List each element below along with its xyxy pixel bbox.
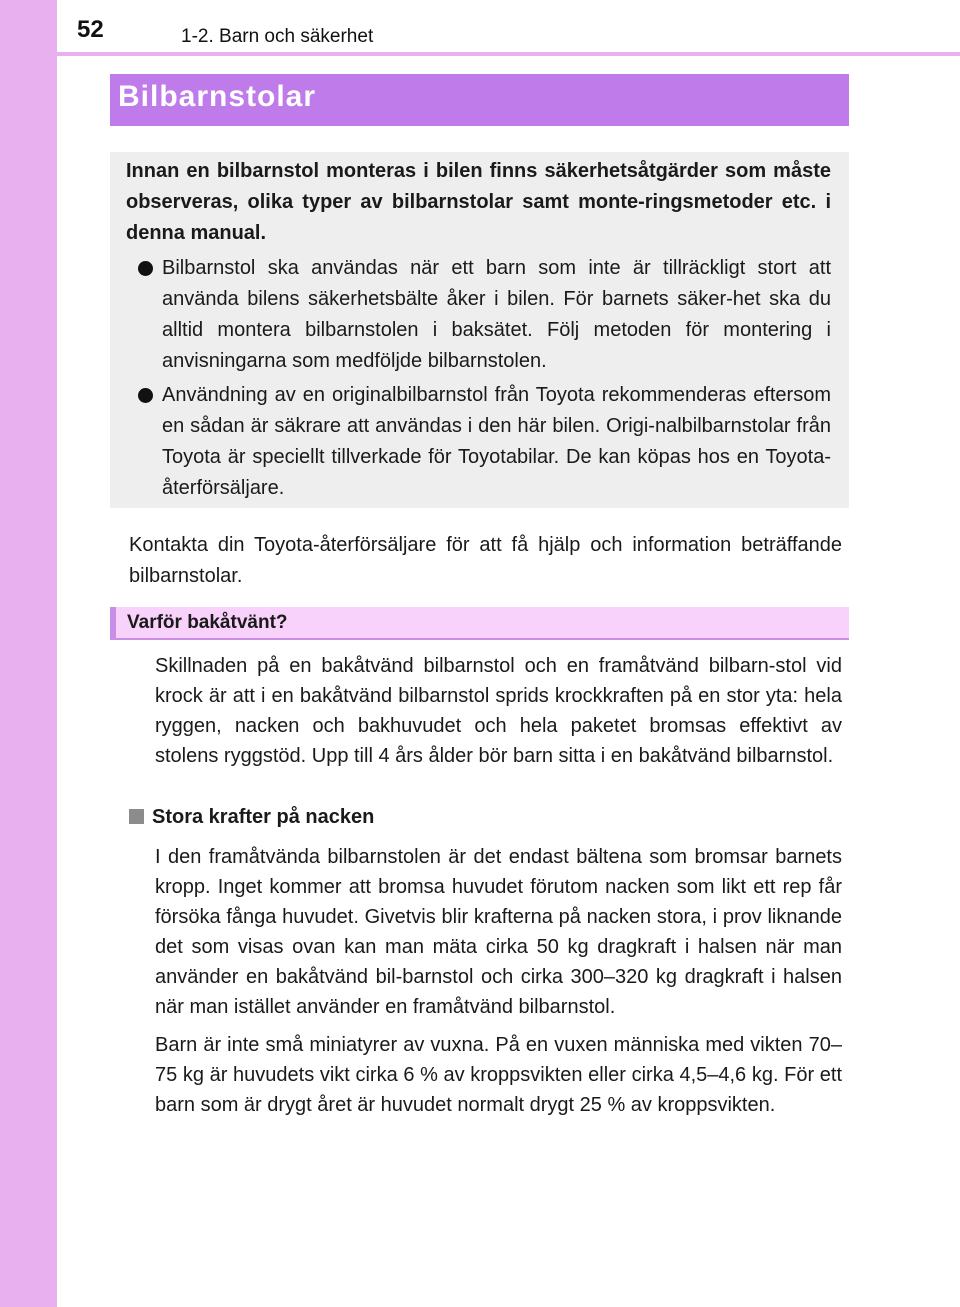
- paragraph-rear-facing: Skillnaden på en bakåtvänd bilbarnstol och en framåtvänd bilbarn-stol vid krock är att i en bakåtvänd bilbarnstol sprids krockkraften på en stor yta: hela ryggen, nacken och bakhuvudet och hela paketet bromsas effektivt av stolens ryggstöd. Upp till 4 års ålder bör barn sitta i en bakåtvänd bilbarnstol.: [155, 655, 842, 767]
- page-number: 52: [77, 16, 104, 43]
- paragraph-block: [155, 651, 842, 771]
- paragraph-head-weight: Barn är inte små miniatyrer av vuxna. På en vuxen människa med vikten 70–75 kg är huvudets vikt cirka 6 % av kroppsvikten eller cirka 4,5–4,6 kg. För ett barn som är drygt året är huvudet normalt drygt 25 % av kroppsvikten.: [155, 1034, 842, 1116]
- note-bullet-text: Bilbarnstol ska användas när ett barn som inte är tillräckligt stort att använda bilens säkerhetsbälte åker i bilen. För barnets säker-het ska du alltid montera bilbarnstolen i baksätet. Följ metoden för montering i anvisningarna som medföljde bilbarnstolen.: [162, 257, 831, 372]
- header-divider: [57, 52, 960, 56]
- note-intro: Innan en bilbarnstol monteras i bilen finns säkerhetsåtgärder som måste observeras, olika typer av bilbarnstolar samt monte-ringsmetoder etc. i denna manual.: [126, 160, 831, 244]
- page-title: Bilbarnstolar: [118, 80, 317, 113]
- subheading-bar: [110, 607, 849, 640]
- title-bar: [110, 74, 849, 126]
- section-breadcrumb: 1-2. Barn och säkerhet: [181, 26, 374, 47]
- note-bullet-item: [126, 380, 831, 504]
- paragraph-neck-forces: I den framåtvända bilbarnstolen är det endast bältena som bromsar barnets kropp. Inget kommer att bromsa huvudet förutom nacken som likt ett rep får försöka fånga huvudet. Givetvis blir krafterna på nacken stora, i prov liknande det som visas ovan kan man mäta cirka 50 kg dragkraft i halsen när man använder en bakåtvänd bil-barnstol och cirka 300–320 kg dragkraft i halsen när man istället använder en framåtvänd bilbarnstol.: [155, 846, 842, 1018]
- square-bullet-icon: [129, 809, 144, 824]
- section-heading: [129, 806, 374, 829]
- section-heading-label: Stora krafter på nacken: [152, 806, 375, 828]
- note-bullet-item: [126, 253, 831, 377]
- chapter-side-tab: [0, 0, 57, 1307]
- note-box: [110, 152, 849, 508]
- bullet-icon: [138, 388, 153, 403]
- contact-text: Kontakta din Toyota-återförsäljare för att få hjälp och information beträffande bilbarnstolar.: [129, 534, 842, 587]
- bullet-icon: [138, 261, 153, 276]
- paragraph-block: [155, 842, 842, 1120]
- note-bullet-text: Användning av en originalbilbarnstol från Toyota rekommenderas eftersom en sådan är säkrare att användas i den här bilen. Origi-nalbilbarnstolar från Toyota är speciellt tillverkade för Toyotabilar. De kan köpas hos en Toyota-återförsäljare.: [162, 384, 831, 499]
- subheading: Varför bakåtvänt?: [127, 612, 288, 633]
